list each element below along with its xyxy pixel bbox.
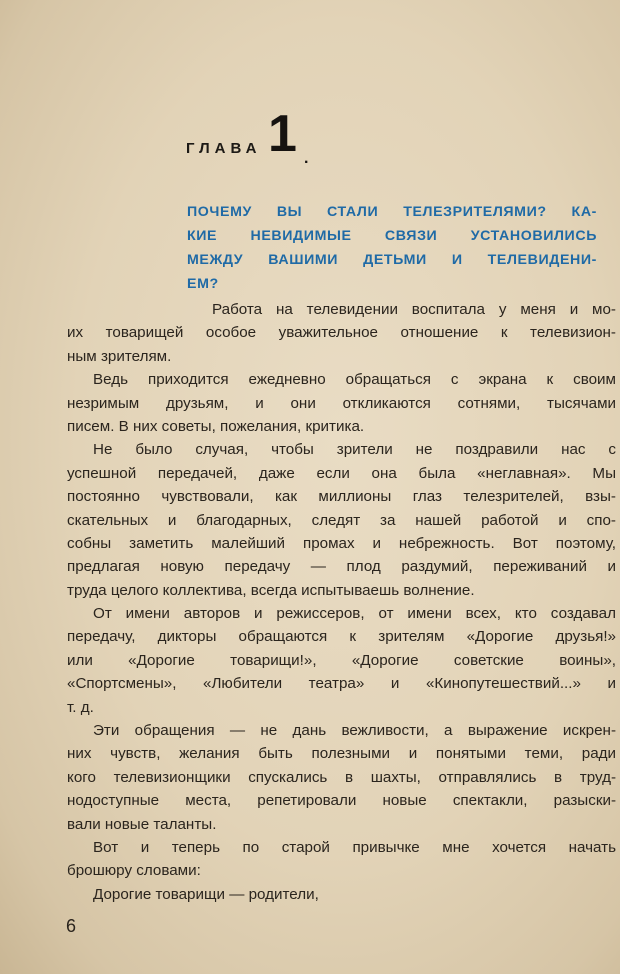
body-line: Дорогие товарищи — родители, xyxy=(93,885,319,903)
body-line: собны заметить малейший промах и небрежность. Вот поэтому, xyxy=(67,534,616,552)
chapter-subtitle xyxy=(187,200,597,296)
body-line: «Спортсмены», «Любители театра» и «Кинопутешествий...» и xyxy=(67,675,616,693)
body-line: От имени авторов и режиссеров, от имени всех, кто создавал xyxy=(93,605,616,623)
body-line: успешной передачей, даже если она была «неглавная». Мы xyxy=(67,464,616,482)
body-line: скательных и благодарных, следят за нашей работой и спо- xyxy=(67,511,616,529)
chapter-dot: . xyxy=(304,150,309,167)
body-line: постоянно чувствовали, как миллионы глаз телезрителей, взы- xyxy=(67,488,616,506)
subtitle-line: ПОЧЕМУ ВЫ СТАЛИ ТЕЛЕЗРИТЕЛЯМИ? КА- xyxy=(187,204,597,220)
body-line: труда целого коллектива, всегда испытываешь волнение. xyxy=(67,581,475,599)
subtitle-line: МЕЖДУ ВАШИМИ ДЕТЬМИ И ТЕЛЕВИДЕНИ- xyxy=(187,252,597,268)
body-line: Вот и теперь по старой привычке мне хочется начать xyxy=(93,838,616,856)
body-line: нодоступные места, репетировали новые спектакли, разыски- xyxy=(67,792,616,810)
body-line: незримым друзьям, и они откликаются сотнями, тысячами xyxy=(67,394,616,412)
body-line: писем. В них советы, пожелания, критика. xyxy=(67,417,365,435)
body-line: ным зрителям. xyxy=(67,347,172,365)
body-line: Ведь приходится ежедневно обращаться с экрана к своим xyxy=(93,371,616,389)
body-line: передачу, дикторы обращаются к зрителям «Дорогие друзья!» xyxy=(67,628,616,646)
body-line: вали новые таланты. xyxy=(67,815,217,833)
body-line: или «Дорогие товарищи!», «Дорогие советские воины», xyxy=(67,651,616,669)
chapter-number: 1 xyxy=(268,105,297,163)
body-line: Эти обращения — не дань вежливости, а выражение искрен- xyxy=(93,722,616,740)
body-line: Не было случая, чтобы зрители не поздравили нас с xyxy=(93,441,616,459)
body-line: т. д. xyxy=(67,698,94,716)
subtitle-line: КИЕ НЕВИДИМЫЕ СВЯЗИ УСТАНОВИЛИСЬ xyxy=(187,228,597,244)
body-line: кого телевизионщики спускались в шахты, отправлялись в труд- xyxy=(67,768,616,786)
body-line: них чувств, желания быть полезными и понятыми теми, ради xyxy=(67,745,616,763)
subtitle-line: ЕМ? xyxy=(187,276,219,292)
body-line: Работа на телевидении воспитала у меня и мо- xyxy=(212,301,616,318)
body-text xyxy=(67,298,616,906)
body-line: предлагая новую передачу — плод раздумий, переживаний и xyxy=(67,558,616,576)
chapter-label: ГЛАВА xyxy=(186,140,262,157)
body-line: брошюру словами: xyxy=(67,862,201,880)
page-number: 6 xyxy=(66,916,77,936)
body-line: их товарищей особое уважительное отношение к телевизион- xyxy=(67,324,616,342)
